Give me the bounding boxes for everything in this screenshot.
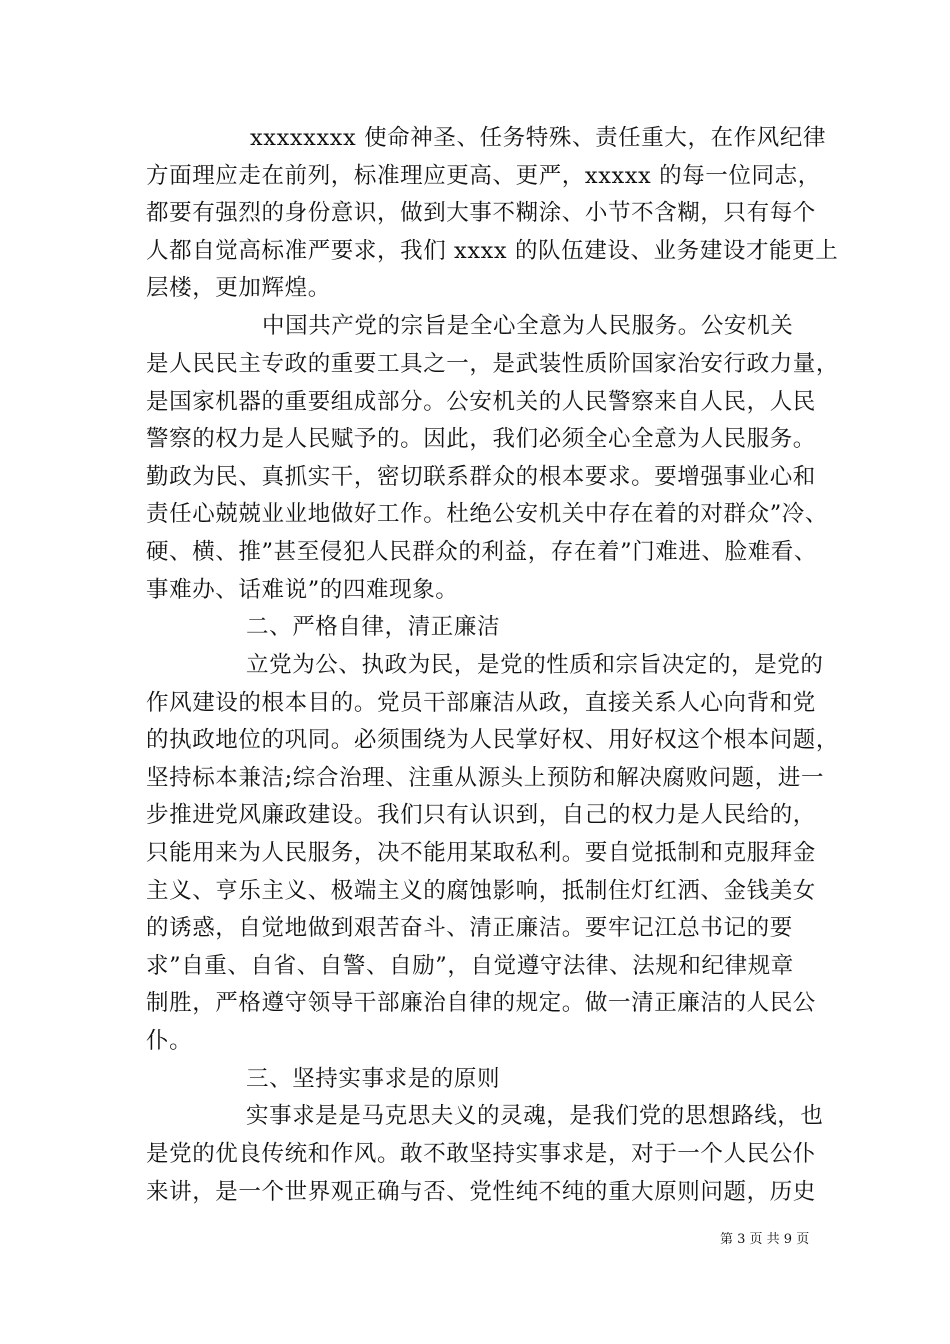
text-line: 求”自重、自省、自警、自励”，自觉遵守法律、法规和纪律规章 xyxy=(146,953,794,979)
text-line: 是国家机器的重要组成部分。公安机关的人民警察来自人民，人民 xyxy=(146,389,816,415)
text-line: 都要有强烈的身份意识，做到大事不糊涂、小节不含糊，只有每个 xyxy=(146,200,816,226)
text-line: 是人民民主专政的重要工具之一，是武装性质阶国家治安行政力量， xyxy=(146,351,840,377)
text-line: 制胜，严格遵守领导干部廉治自律的规定。做一清正廉洁的人民公 xyxy=(146,990,816,1016)
text-line: 主义、亨乐主义、极端主义的腐蚀影响，抵制住灯红洒、金钱美女 xyxy=(146,878,816,904)
text-line: 的诱惑，自觉地做到艰苦奋斗、清正廉洁。要牢记江总书记的要 xyxy=(146,915,793,941)
text-line: 来讲，是一个世界观正确与否、党性纯不纯的重大原则问题，历史 xyxy=(146,1179,816,1205)
text-line: 的执政地位的巩同。必须围绕为人民掌好权、用好权这个根本问题， xyxy=(146,727,840,753)
text-line: 责任心兢兢业业地做好工作。杜绝公安机关中存在着的对群众”冷、 xyxy=(146,501,829,527)
text-line: 勤政为民、真抓实干，密切联系群众的根本要求。要增强事业心和 xyxy=(146,464,816,490)
text-line: 中国共产党的宗旨是全心全意为人民服务。公安机关 xyxy=(262,313,794,339)
text-line: 立党为公、执政为民，是党的性质和宗旨决定的，是党的 xyxy=(246,652,824,678)
text-line: 步推进党风廉政建设。我们只有认识到，自己的权力是人民给的， xyxy=(146,802,816,828)
text-line: 是党的优良传统和作风。敢不敢坚持实事求是，对于一个人民公仆 xyxy=(146,1141,816,1167)
text-line: 事难办、话难说”的四难现象。 xyxy=(146,577,459,603)
page-number: 第 3 页 共 9 页 xyxy=(720,1232,810,1247)
text-line: 硬、横、推”甚至侵犯人民群众的利益，存在着”门难进、脸难看、 xyxy=(146,539,818,565)
section-heading: 二、严格自律，清正廉洁 xyxy=(246,614,501,640)
text-line: xxxxxxxx 使命神圣、任务特殊、责任重大，在作风纪律 xyxy=(250,125,827,151)
text-line: 人都自觉高标准严要求，我们 xxxx 的队伍建设、业务建设才能更上 xyxy=(146,238,839,264)
text-line: 方面理应走在前列，标准理应更高、更严，xxxxx 的每一位同志， xyxy=(146,163,821,189)
text-line: 层楼，更加辉煌。 xyxy=(146,275,331,301)
section-heading: 三、坚持实事求是的原则 xyxy=(246,1066,501,1092)
text-line: 只能用来为人民服务，决不能用某取私利。要自觉抵制和克服拜金 xyxy=(146,840,816,866)
text-line: 警察的权力是人民赋予的。因此，我们必须全心全意为人民服务。 xyxy=(146,426,816,452)
text-line: 仆。 xyxy=(146,1028,193,1054)
text-line: 坚持标本兼洁;综合治理、注重从源头上预防和解决腐败问题，进一 xyxy=(146,765,825,791)
text-line: 作风建设的根本目的。党员干部廉洁从政，直接关系人心向背和党 xyxy=(146,690,816,716)
text-line: 实事求是是马克思夫义的灵魂，是我们党的思想路线，也 xyxy=(246,1103,824,1129)
